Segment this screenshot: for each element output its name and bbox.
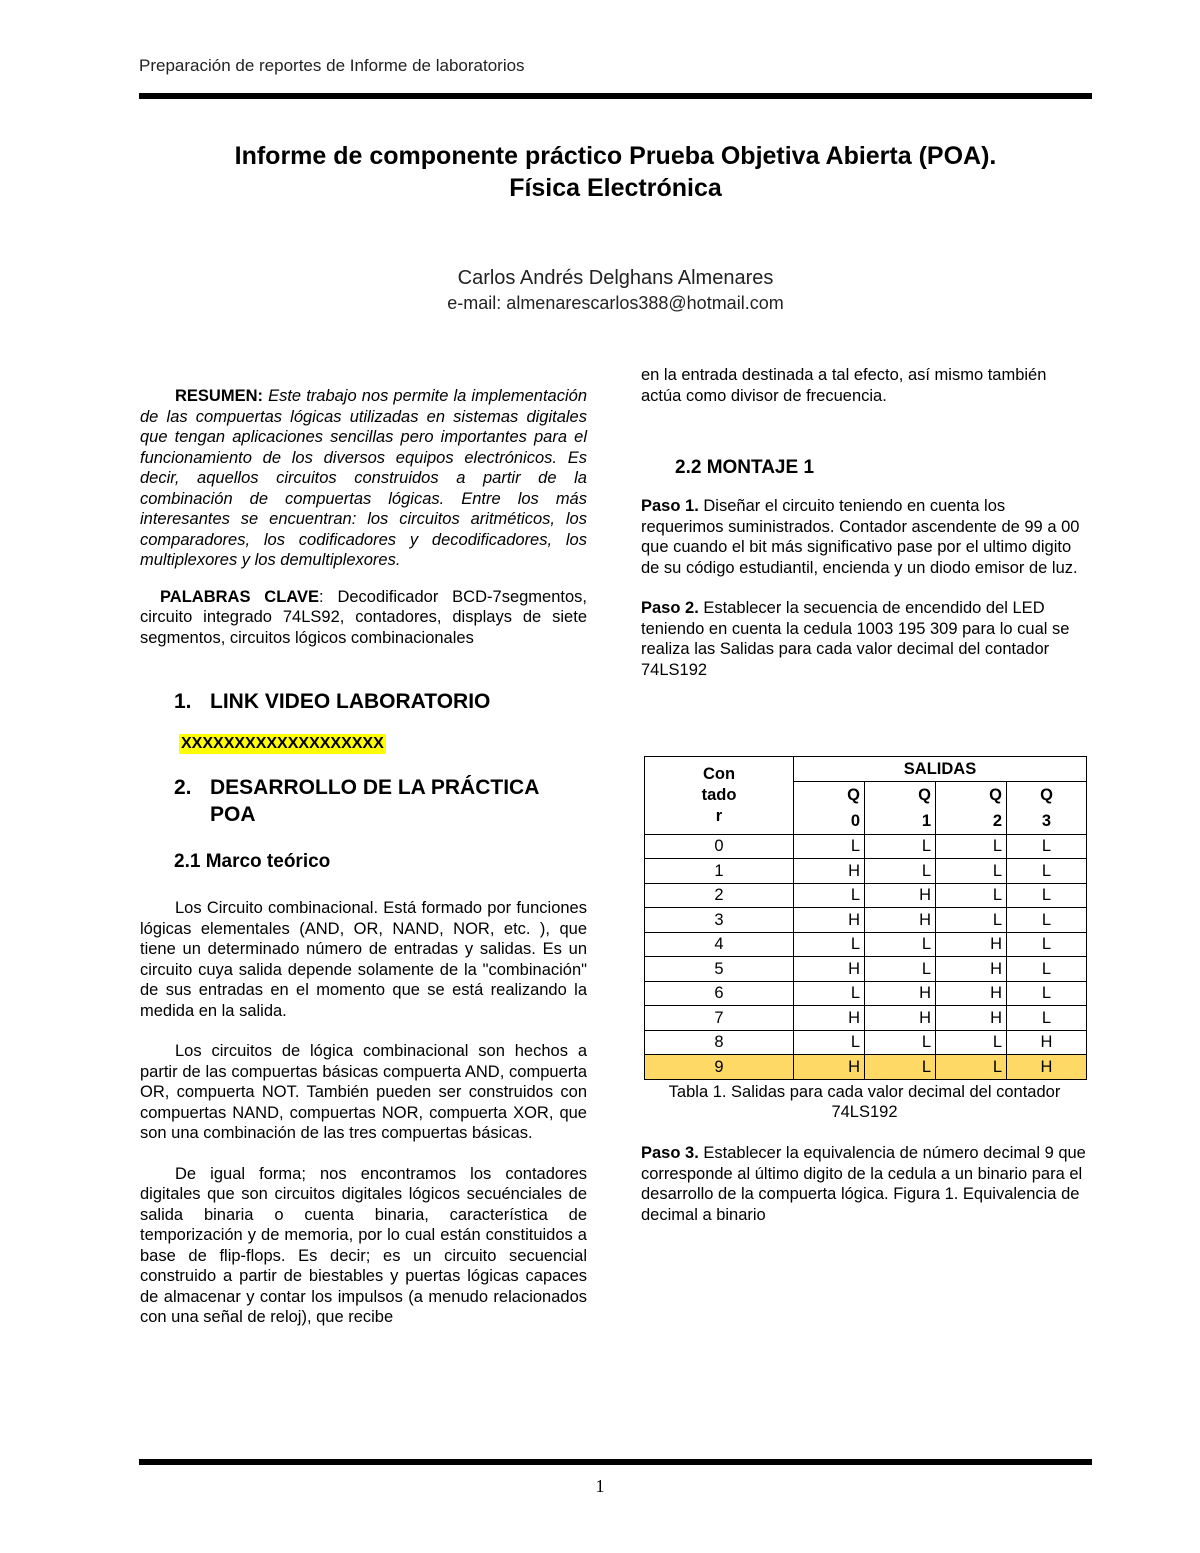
theory-paragraph-2: Los circuitos de lógica combinacional son hechos a partir de las compuertas básicas compuerta AND, compuerta OR, compuerta NOT. También pueden ser construidos con compuertas NAND, compuertas NOR, compuerta XOR, que son una combinación de las tres compuertas básicas. xyxy=(140,1042,587,1142)
theory-paragraph-3: De igual forma; nos encontramos los contadores digitales que son circuitos digitales lógicos secuénciales de salida binaria o cuenta binaria, característica de temporización y de memoria, por lo cual están constituidos a base de flip-flops. Es decir; es un circuito secuencial construido a partir de biestables y puertas lógicas capaces de almacenar y contar los impulsos (a menudo relacionados con una señal de reloj), que recibe xyxy=(140,1164,587,1326)
abstract-label: RESUMEN: xyxy=(175,387,264,405)
paso-3: Paso 3. Establecer la equivalencia de número decimal 9 que corresponde al último digito de la cedula a un binario para el desarrollo de la compuerta lógica. Figura 1. Equivalencia de decimal a binario xyxy=(641,1144,1086,1224)
title-line-1: Informe de componente práctico Prueba Objetiva Abierta (POA). xyxy=(234,142,997,170)
footer-rule xyxy=(139,1459,1092,1465)
output-header-q0: Q 0 xyxy=(794,781,865,834)
section-2-heading: 2. DESARROLLO DE LA PRÁCTICA POA xyxy=(174,776,539,826)
section-2-1-heading: 2.1 Marco teórico xyxy=(174,851,331,872)
table-row: 1 H L L L xyxy=(645,859,1087,884)
output-header-q2: Q 2 xyxy=(936,781,1007,834)
outputs-header: SALIDAS xyxy=(794,757,1087,782)
paso-1: Paso 1. Diseñar el circuito teniendo en cuenta los requerimos suministrados. Contador ascendente de 99 a 00 que cuando el bit más significativo pase por el ultimo digito de su código estudiantil, encienda y un diodo emisor de luz. xyxy=(641,497,1080,577)
table-row: 4 L L H L xyxy=(645,932,1087,957)
title-line-2: Física Electrónica xyxy=(509,174,722,202)
table-caption: Tabla 1. Salidas para cada valor decimal del contador 74LS192 xyxy=(668,1083,1061,1121)
right-column xyxy=(641,365,1088,680)
counter-header: Con tado r xyxy=(645,757,794,835)
abstract-text: Este trabajo nos permite la implementación de las compuertas lógicas utilizadas en sistemas digitales que tengan aplicaciones sencillas pero importantes para el funcionamiento de los diversos equipos electrónicos. Es decir, aquellos circuitos construidos a partir de la combinación de compuertas lógicas. Entre los más interesantes se encuentran: los circuitos aritméticos, los comparadores, los codificadores y decodificadores, los multiplexores y los demultiplexores. xyxy=(140,387,587,569)
output-header-q1: Q 1 xyxy=(865,781,936,834)
author-email: e-mail: almenarescarlos388@hotmail.com xyxy=(447,293,784,313)
table-row: 5 H L H L xyxy=(645,957,1087,982)
running-header: Preparación de reportes de Informe de laboratorios xyxy=(139,56,525,75)
left-column xyxy=(140,386,587,1328)
paso-3-block xyxy=(641,1143,1088,1225)
table-row: 7 H H H L xyxy=(645,1006,1087,1031)
video-link-placeholder[interactable]: XXXXXXXXXXXXXXXXXXX xyxy=(181,735,384,752)
outputs-table xyxy=(644,756,1087,1080)
document-title xyxy=(139,140,1092,204)
page-number: 1 xyxy=(595,1476,605,1496)
keywords xyxy=(140,587,587,649)
paso-2: Paso 2. Establecer la secuencia de encendido del LED teniendo en cuenta la cedula 1003 195 309 para lo cual se realiza las Salidas para cada valor decimal del contador 74LS192 xyxy=(641,599,1070,679)
theory-paragraph-1: Los Circuito combinacional. Está formado por funciones lógicas elementales (AND, OR, NAND, NOR, etc. ), que tiene un determinado número de entradas y salidas. Es un circuito cuya salida depende solamente de la "combinación" de sus entradas en el momento que se está realizando la medida en la salida. xyxy=(140,899,587,1020)
keywords-label: PALABRAS CLAVE xyxy=(160,587,319,606)
abstract xyxy=(140,386,587,571)
keywords-text: : Decodificador BCD-7segmentos, circuito integrado 74LS92, contadores, displays de siete segmentos, circuitos lógicos combinacionales xyxy=(140,587,587,647)
video-link-row xyxy=(140,733,587,754)
table-row: 6 L H H L xyxy=(645,981,1087,1006)
author-name: Carlos Andrés Delghans Almenares xyxy=(457,267,774,289)
section-2-2-heading: 2.2 MONTAJE 1 xyxy=(675,457,815,478)
section-1-heading: 1. LINK VIDEO LABORATORIO xyxy=(174,690,491,713)
table-row: 3 H H L L xyxy=(645,908,1087,933)
header-rule xyxy=(139,93,1092,99)
table-row-highlighted: 9 H L L H xyxy=(645,1055,1087,1080)
table-row: 0 L L L L xyxy=(645,834,1087,859)
table-row: 8 L L L H xyxy=(645,1030,1087,1055)
table-row: 2 L H L L xyxy=(645,883,1087,908)
output-header-q3: Q 3 xyxy=(1007,781,1087,834)
theory-paragraph-3-continued: en la entrada destinada a tal efecto, así mismo también actúa como divisor de frecuencia. xyxy=(641,366,1047,405)
